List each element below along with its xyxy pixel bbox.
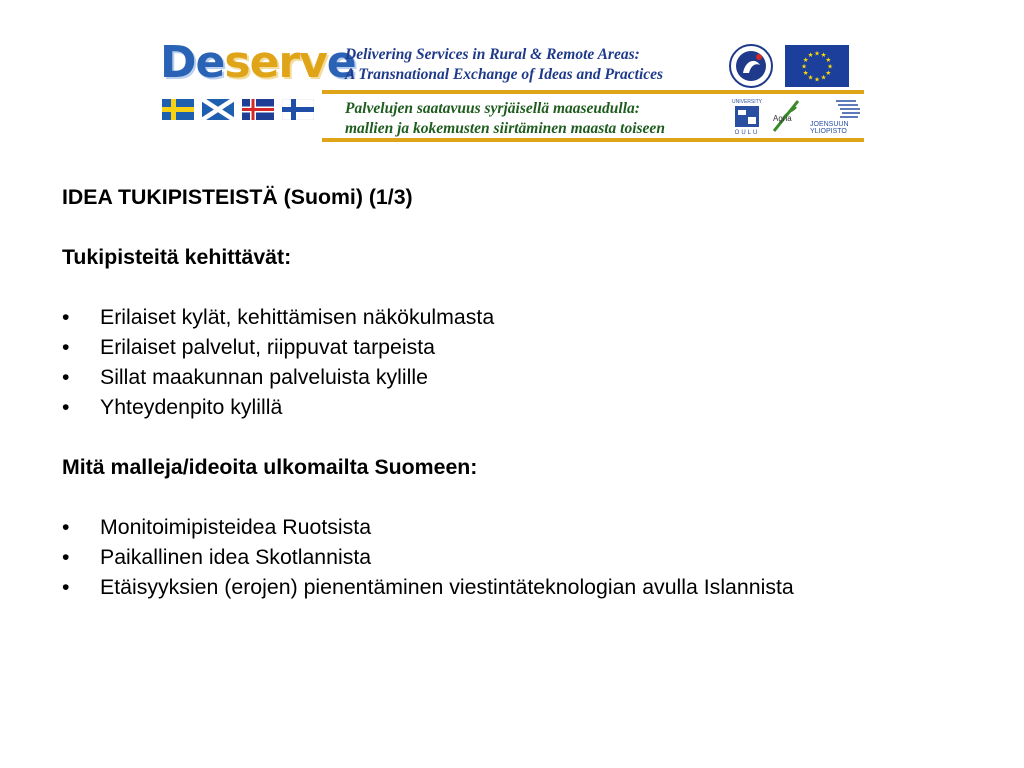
- oulu-logo-text-bottom: OULU: [734, 130, 760, 136]
- bullet-icon: •: [62, 395, 70, 419]
- partner-country-flags: [162, 99, 314, 120]
- joensuu-university-logo: [806, 97, 862, 135]
- eu-flag-icon: [785, 45, 849, 87]
- tagline-finnish-line1: Palvelujen saatavuus syrjäisellä maaseudulla:: [345, 100, 640, 117]
- section1-list: [62, 302, 794, 422]
- deserve-logo-text: [160, 37, 356, 88]
- list-item: [62, 302, 794, 332]
- eu-star-icon: ★: [825, 68, 832, 77]
- list-item-text: Etäisyyksien (erojen) pienentäminen viestintäteknologian avulla Islannista: [100, 575, 794, 599]
- list-item: [62, 542, 794, 572]
- northern-periphery-logo: [727, 43, 775, 89]
- sweden-flag-icon: [162, 99, 194, 120]
- eu-star-icon: ★: [801, 62, 807, 71]
- list-item: [62, 362, 794, 392]
- logo-text-mid: serv: [224, 37, 327, 88]
- iceland-flag-icon: [242, 99, 274, 120]
- section2-heading: Mitä malleja/ideoita ulkomailta Suomeen:: [62, 455, 478, 479]
- logo-text-start: De: [160, 37, 225, 88]
- section2-list: [62, 512, 794, 602]
- deserve-logo: [160, 37, 356, 88]
- section1-heading: Tukipisteitä kehittävät:: [62, 245, 292, 269]
- bullet-icon: •: [62, 515, 70, 539]
- finland-flag-icon: [282, 99, 314, 120]
- eu-star-icon: ★: [820, 73, 827, 82]
- tagline-english-line2: A Transnational Exchange of Ideas and Practices: [345, 66, 664, 83]
- spacer: [62, 482, 794, 512]
- list-item: [62, 392, 794, 422]
- bullet-icon: •: [62, 305, 70, 329]
- list-item-text: Erilaiset palvelut, riippuvat tarpeista: [100, 335, 435, 359]
- eu-star-icon: ★: [802, 55, 809, 64]
- banner-divider-bottom: [322, 138, 864, 142]
- oulu-logo-text-top: UNIVERSITY: [732, 99, 762, 105]
- list-item: [62, 512, 794, 542]
- list-item-text: Paikallinen idea Skotlannista: [100, 545, 372, 569]
- bullet-icon: •: [62, 335, 70, 359]
- scotland-flag-icon: [202, 99, 234, 120]
- tagline-finnish: [345, 99, 665, 139]
- bullet-icon: •: [62, 365, 70, 389]
- eu-star-icon: ★: [807, 73, 814, 82]
- tagline-english-line1: Delivering Services in Rural & Remote Areas:: [345, 46, 640, 63]
- agria-logo: [770, 97, 804, 133]
- eu-star-icon: ★: [814, 49, 820, 58]
- eu-star-icon: ★: [807, 51, 814, 59]
- eu-star-icon: ★: [827, 62, 833, 71]
- tagline-finnish-line2: mallien ja kokemusten siirtäminen maasta toiseen: [345, 120, 665, 137]
- slide-content: [62, 182, 794, 602]
- list-item-text: Monitoimipisteidea Ruotsista: [100, 515, 372, 539]
- agria-logo-text: Agria: [773, 114, 792, 123]
- bullet-icon: •: [62, 575, 70, 599]
- eu-star-icon: ★: [825, 55, 832, 64]
- list-item: [62, 332, 794, 362]
- eu-star-icon: ★: [814, 75, 820, 84]
- tagline-english: [345, 45, 663, 85]
- eu-star-icon: ★: [802, 68, 809, 77]
- slide-title: IDEA TUKIPISTEISTÄ (Suomi) (1/3): [62, 185, 413, 209]
- list-item-text: Sillat maakunnan palveluista kylille: [100, 365, 428, 389]
- spacer: [62, 212, 794, 242]
- bullet-icon: •: [62, 545, 70, 569]
- spacer: [62, 422, 794, 452]
- banner-divider-top: [322, 90, 864, 94]
- eu-star-icon: ★: [820, 51, 827, 59]
- list-item-text: Yhteydenpito kylillä: [100, 395, 283, 419]
- list-item-text: Erilaiset kylät, kehittämisen näkökulmasta: [100, 305, 495, 329]
- logo-text-end: e: [326, 37, 356, 88]
- spacer: [62, 272, 794, 302]
- list-item: [62, 572, 794, 602]
- joensuu-logo-text-line2: YLIOPISTO: [810, 128, 847, 135]
- university-of-oulu-logo: [732, 97, 762, 136]
- joensuu-logo-text-line1: JOENSUUN: [810, 121, 849, 128]
